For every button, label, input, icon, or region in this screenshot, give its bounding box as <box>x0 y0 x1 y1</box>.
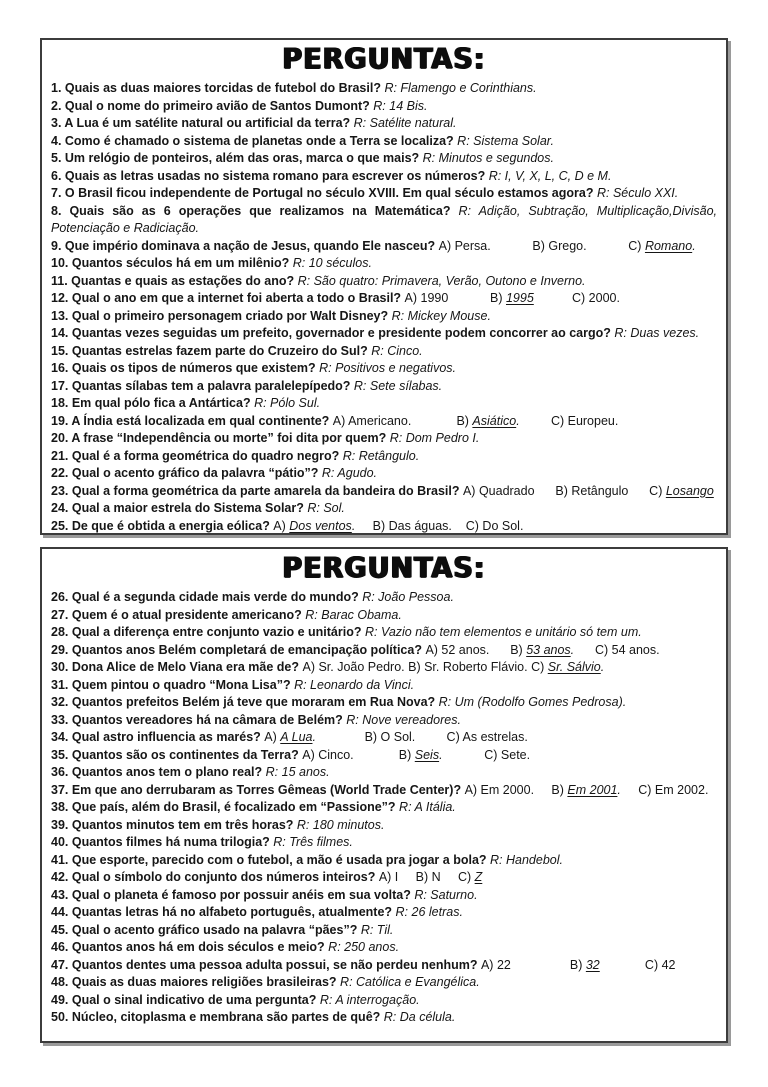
answer-text: . <box>692 238 696 253</box>
answer-text: R: Barac Obama. <box>305 607 402 622</box>
question-text: 21. Qual é a forma geométrica do quadro negro? <box>51 448 343 463</box>
question-text: 18. Em qual pólo fica a Antártica? <box>51 396 255 410</box>
correct-option-text: Sr. Sálvio <box>547 660 601 674</box>
correct-option-text: 32 <box>585 957 600 972</box>
answer-text: R: Sete sílabas. <box>353 378 443 393</box>
answer-text: R: João Pessoa. <box>362 590 454 604</box>
question-item <box>51 712 717 730</box>
answer-text: R: 250 anos. <box>328 940 400 954</box>
answer-text: . <box>439 747 443 762</box>
option-text: A) 52 anos. B) <box>425 642 527 657</box>
question-item <box>51 378 717 396</box>
correct-option-text: Losango <box>665 483 714 498</box>
answer-text: R: Minutos e segundos. <box>422 151 554 165</box>
answer-text: R: Dom Pedro I. <box>389 431 480 445</box>
question-text: 20. A frase “Independência ou morte” foi dita por quem? <box>51 431 390 445</box>
question-text: 14. Quantas vezes seguidas um prefeito, governador e presidente podem concorrer ao cargo? <box>51 326 615 340</box>
question-text: 4. Como é chamado o sistema de planetas onde a Terra se localiza? <box>51 133 458 148</box>
answer-text: . <box>617 782 621 797</box>
question-item <box>51 413 717 431</box>
answer-text: R: Pólo Sul. <box>254 396 321 410</box>
question-item <box>51 238 717 256</box>
answer-text: . <box>351 518 356 533</box>
question-text: 28. Qual a diferença entre conjunto vazio e unitário? <box>51 625 365 639</box>
question-item <box>51 255 717 273</box>
question-item <box>51 203 717 238</box>
question-item <box>51 799 717 817</box>
question-text: 23. Qual a forma geométrica da parte amarela da bandeira do Brasil? <box>51 483 463 498</box>
answer-text: R: 180 minutos. <box>296 817 385 832</box>
question-item <box>51 80 717 98</box>
question-item <box>51 133 717 151</box>
question-item <box>51 869 717 887</box>
question-item <box>51 308 717 326</box>
question-item <box>51 642 717 660</box>
option-text: A) Sr. João Pedro. B) Sr. Roberto Flávio. C) <box>302 660 548 674</box>
correct-option-text: Romano <box>644 238 693 253</box>
question-text: 35. Quantos são os continentes da Terra? <box>51 747 303 762</box>
question-text: 34. Qual astro influencia as marés? <box>51 730 265 744</box>
answer-text: R: 15 anos. <box>265 765 330 779</box>
correct-option-text: Seis <box>414 747 440 762</box>
answer-text: R: Da célula. <box>383 1010 456 1024</box>
question-text: 1. Quais as duas maiores torcidas de futebol do Brasil? <box>51 81 385 95</box>
question-text: 45. Qual o acento gráfico usado na palavra “pães”? <box>51 922 361 937</box>
question-item <box>51 273 717 291</box>
question-text: 50. Núcleo, citoplasma e membrana são partes de quê? <box>51 1010 384 1024</box>
option-text: A) 22 B) <box>480 957 586 972</box>
answer-text: R: Agudo. <box>321 466 378 480</box>
question-item <box>51 747 717 765</box>
answer-text: R: Sistema Solar. <box>457 133 554 148</box>
question-text: 10. Quantos séculos há em um milênio? <box>51 256 293 270</box>
option-text: A) <box>273 518 290 533</box>
question-text: 3. A Lua é um satélite natural ou artificial da terra? <box>51 116 354 130</box>
question-item <box>51 290 717 308</box>
question-text: 9. Que império dominava a nação de Jesus, quando Ele nasceu? <box>51 238 439 253</box>
question-text: 7. O Brasil ficou independente de Portugal no século XVIII. Em qual século estamos agora? <box>51 186 597 200</box>
question-item <box>51 817 717 835</box>
question-text: 12. Qual o ano em que a internet foi aberta a todo o Brasil? <box>51 291 405 305</box>
option-text: B) Das águas. C) Do Sol. <box>355 518 524 533</box>
option-text: C) Em 2002. <box>620 782 709 797</box>
panel-title: PERGUNTAS: <box>282 43 486 76</box>
correct-option-text: Asiático <box>472 413 517 428</box>
question-item <box>51 607 717 625</box>
option-text: C) 54 anos. <box>574 642 660 657</box>
question-item <box>51 624 717 642</box>
correct-option-text: Z <box>474 870 483 884</box>
option-text: C) Sete. <box>442 747 531 762</box>
question-text: 41. Que esporte, parecido com o futebol, a mão é usada pra jogar a bola? <box>51 852 491 867</box>
question-text: 19. A Índia está localizada em qual continente? <box>51 413 333 428</box>
question-item <box>51 483 717 501</box>
question-text: 49. Qual o sinal indicativo de uma pergunta? <box>51 992 320 1007</box>
option-text: C) Europeu. <box>519 413 619 428</box>
answer-text: R: Saturno. <box>414 887 478 902</box>
question-text: 27. Quem é o atual presidente americano? <box>51 607 306 622</box>
answer-text: R: Handebol. <box>490 852 563 867</box>
question-text: 36. Quantos anos tem o plano real? <box>51 765 266 779</box>
answer-text: R: Sol. <box>307 501 345 515</box>
question-text: 11. Quantas e quais as estações do ano? <box>51 273 298 288</box>
answer-text: R: I, V, X, L, C, D e M. <box>488 168 612 183</box>
answer-text: R: Satélite natural. <box>353 116 457 130</box>
question-list <box>51 589 717 1027</box>
question-text: 5. Um relógio de ponteiros, além das oras, marca o que mais? <box>51 151 423 165</box>
answer-text: R: Mickey Mouse. <box>391 308 491 323</box>
question-text: 16. Quais os tipos de números que existem? <box>51 361 320 375</box>
question-item <box>51 500 717 518</box>
correct-option-text: Dos ventos <box>289 518 352 533</box>
question-text: 30. Dona Alice de Melo Viana era mãe de? <box>51 660 303 674</box>
question-item <box>51 168 717 186</box>
question-item <box>51 465 717 483</box>
option-text: A) Quadrado B) Retângulo C) <box>462 483 666 498</box>
answer-text: . <box>570 642 575 657</box>
answer-text: R: Flamengo e Corinthians. <box>384 81 537 95</box>
answer-text: R: Século XXI. <box>596 186 679 200</box>
question-item <box>51 992 717 1010</box>
question-item <box>51 150 717 168</box>
question-text: 44. Quantas letras há no alfabeto português, atualmente? <box>51 905 396 919</box>
question-item <box>51 729 717 747</box>
answer-text: R: A Itália. <box>399 800 456 814</box>
option-text: A) Em 2000. B) <box>464 782 568 797</box>
question-item <box>51 852 717 870</box>
question-item <box>51 343 717 361</box>
correct-option-text: 53 anos <box>526 642 571 657</box>
answer-text: R: 10 séculos. <box>292 256 372 270</box>
answer-text: R: Católica e Evangélica. <box>340 975 480 989</box>
question-item <box>51 430 717 448</box>
question-item <box>51 659 717 677</box>
answer-text: R: São quatro: Primavera, Verão, Outono e Inverno. <box>297 273 586 288</box>
questions-panel-1 <box>40 38 728 535</box>
question-item <box>51 904 717 922</box>
question-item <box>51 764 717 782</box>
question-text: 43. Qual o planeta é famoso por possuir anéis em sua volta? <box>51 887 415 902</box>
question-item <box>51 782 717 800</box>
correct-option-text: A Lua <box>280 730 313 744</box>
option-text: A) 1990 B) <box>404 291 506 305</box>
question-list <box>51 80 717 535</box>
option-text: A) I B) N C) <box>378 870 475 884</box>
answer-text: . <box>312 730 316 744</box>
answer-text: R: Leonardo da Vinci. <box>294 677 415 692</box>
answer-text: R: Vazio não tem elementos e unitário só tem um. <box>364 625 642 639</box>
answer-text: R: Cinco. <box>371 343 423 358</box>
option-text: C) 2000. <box>533 291 620 305</box>
panel-title: PERGUNTAS: <box>282 552 486 585</box>
option-text: C) 42 <box>599 957 676 972</box>
answer-text: R: Nove vereadores. <box>346 712 461 727</box>
answer-text: R: Retângulo. <box>342 448 420 463</box>
question-item <box>51 115 717 133</box>
answer-text: R: Til. <box>360 922 394 937</box>
question-item <box>51 834 717 852</box>
question-text: 26. Qual é a segunda cidade mais verde do mundo? <box>51 590 363 604</box>
answer-text: R: Três filmes. <box>273 835 353 849</box>
correct-option-text: Em 2001 <box>567 782 618 797</box>
question-text: 17. Quantas sílabas tem a palavra paralelepípedo? <box>51 378 354 393</box>
answer-text: . <box>600 660 605 674</box>
option-text: A) <box>264 730 281 744</box>
question-text: 37. Em que ano derrubaram as Torres Gêmeas (World Trade Center)? <box>51 782 465 797</box>
question-text: 38. Que país, além do Brasil, é focalizado em “Passione”? <box>51 800 400 814</box>
question-item <box>51 325 717 343</box>
questions-panel-2 <box>40 547 728 1043</box>
question-item <box>51 939 717 957</box>
question-item <box>51 589 717 607</box>
question-text: 22. Qual o acento gráfico da palavra “pátio”? <box>51 466 322 480</box>
answer-text: R: Adição, Subtração, Multiplicação,Divisão, Potenciação e Radiciação. <box>51 203 717 235</box>
question-text: 40. Quantos filmes há numa trilogia? <box>51 835 274 849</box>
question-item <box>51 360 717 378</box>
answer-text: R: 26 letras. <box>395 905 463 919</box>
question-text: 47. Quantos dentes uma pessoa adulta possui, se não perdeu nenhum? <box>51 957 481 972</box>
question-item <box>51 677 717 695</box>
question-text: 48. Quais as duas maiores religiões brasileiras? <box>51 975 341 989</box>
question-item <box>51 887 717 905</box>
question-text: 8. Quais são as 6 operações que realizamos na Matemática? <box>51 203 459 218</box>
question-text: 2. Qual o nome do primeiro avião de Santos Dumont? <box>51 98 374 113</box>
question-text: 32. Quantos prefeitos Belém já teve que moraram em Rua Nova? <box>51 695 439 709</box>
question-text: 24. Qual a maior estrela do Sistema Solar? <box>51 501 308 515</box>
answer-text: R: Duas vezes. <box>614 326 700 340</box>
question-text: 15. Quantas estrelas fazem parte do Cruzeiro do Sul? <box>51 343 372 358</box>
answer-text: R: Um (Rodolfo Gomes Pedrosa). <box>438 695 627 709</box>
answer-text: R: 14 Bis. <box>373 98 428 113</box>
question-item <box>51 1009 717 1027</box>
question-item <box>51 518 717 536</box>
question-text: 46. Quantos anos há em dois séculos e meio? <box>51 940 329 954</box>
option-text: A) Americano. B) <box>332 413 473 428</box>
question-text: 42. Qual o símbolo do conjunto dos números inteiros? <box>51 870 379 884</box>
question-item <box>51 922 717 940</box>
question-item <box>51 974 717 992</box>
option-text: A) Persa. B) Grego. C) <box>438 238 645 253</box>
question-item <box>51 448 717 466</box>
question-item <box>51 395 717 413</box>
option-text: B) O Sol. C) As estrelas. <box>315 730 528 744</box>
answer-text: R: A interrogação. <box>319 992 420 1007</box>
question-item <box>51 185 717 203</box>
question-text: 13. Qual o primeiro personagem criado por Walt Disney? <box>51 308 392 323</box>
answer-text: R: Positivos e negativos. <box>319 361 457 375</box>
question-text: 31. Quem pintou o quadro “Mona Lisa”? <box>51 677 295 692</box>
option-text: A) Cinco. B) <box>302 747 415 762</box>
question-text: 29. Quantos anos Belém completará de emancipação política? <box>51 642 426 657</box>
question-text: 6. Quais as letras usadas no sistema romano para escrever os números? <box>51 168 489 183</box>
question-text: 25. De que é obtida a energia eólica? <box>51 518 274 533</box>
answer-text: . <box>516 413 520 428</box>
question-item <box>51 98 717 116</box>
question-item <box>51 694 717 712</box>
question-text: 33. Quantos vereadores há na câmara de Belém? <box>51 712 347 727</box>
question-item <box>51 957 717 975</box>
correct-option-text: 1995 <box>505 291 534 305</box>
question-text: 39. Quantos minutos tem em três horas? <box>51 817 297 832</box>
